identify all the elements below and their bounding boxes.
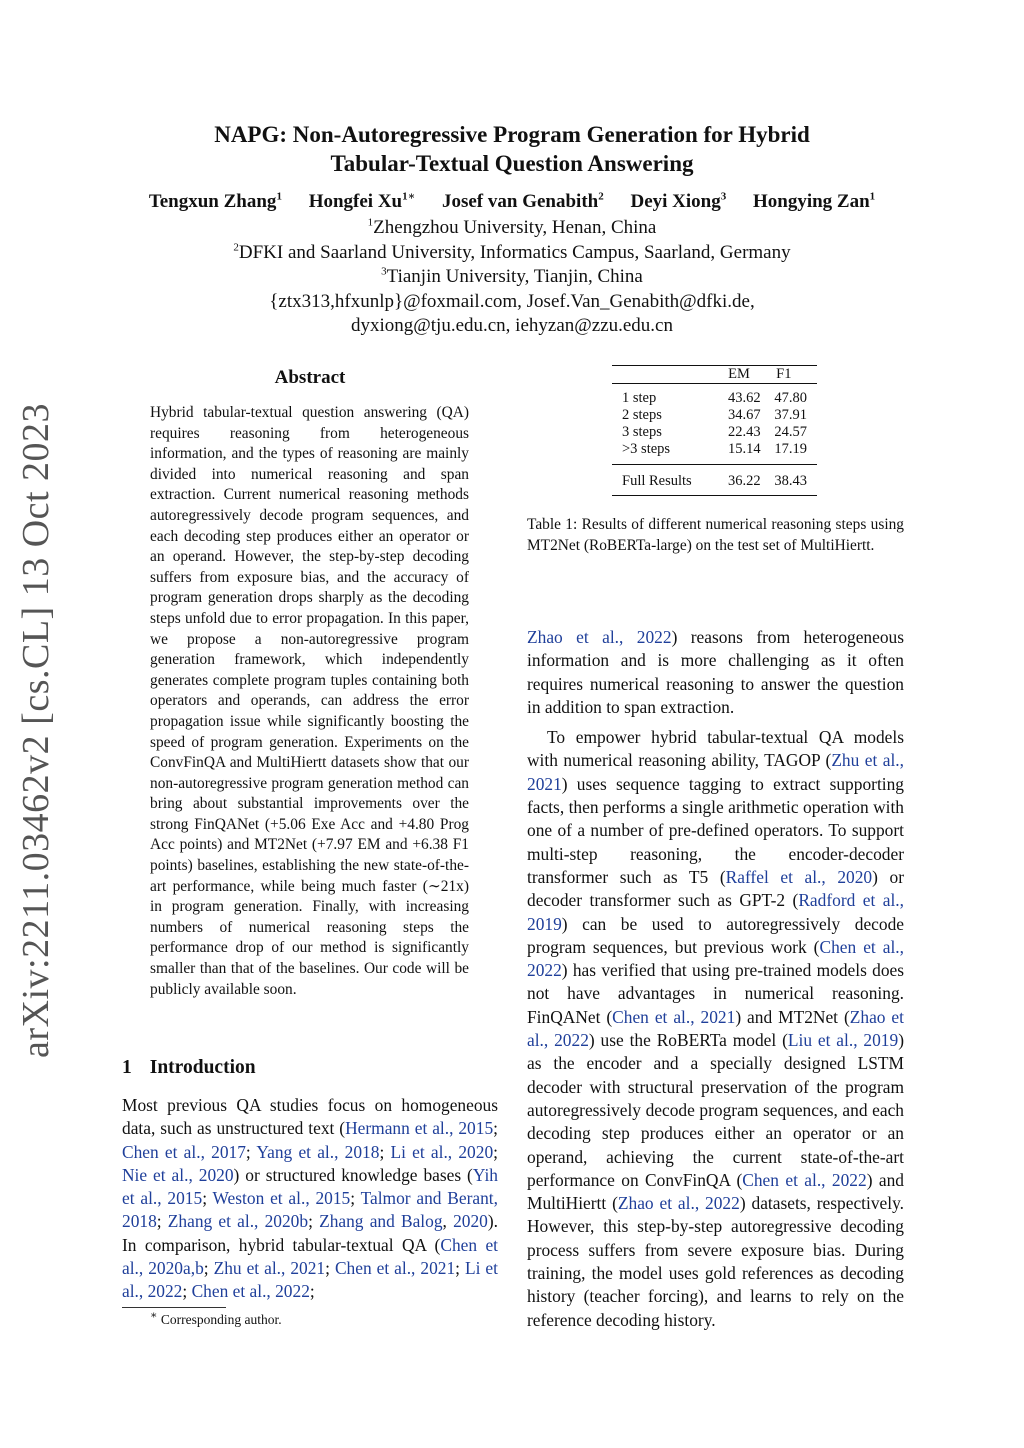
abstract-body: Hybrid tabular-textual question answering (QA) requires reasoning from heterogeneous information, and the types of reasoning are mainly divided into numerical reasoning and span extraction. Current numerical reasoning methods autoregressively decode program sequences, and each decoding step produces either an operator or an operand. However, the step-by-step decoding suffers from exposure bias, and the accuracy of program generation drops sharply as the decoding steps unfold due to error propagation. In this paper, we propose a non-autoregressive program generation framework, which independently generates complete program tuples containing both operators and operands, can address the error propagation issue while significantly boosting the speed of program generation. Experiments on the ConvFinQA and MultiHiertt datasets show that our non-autoregressive program generation method can bring about substantial improvements over the strong FinQANet (+5.06 Exe Acc and +4.80 Prog Acc points) and MT2Net (+7.97 EM and +6.38 F1 points) baselines, establishing the new state-of-the-art performance, while being much faster (∼21x) in program generation. Finally, with increasing numbers of numerical reasoning steps the performance drop of our method is significantly smaller than that of the baselines. Our code will be publicly available soon.: [150, 404, 469, 998]
right-column-body: [527, 626, 904, 1332]
intro-paragraph: Most previous QA studies focus on homogeneous data, such as unstructured text (Hermann et al., 2015; Chen et al., 2017; Yang et al., 2018; Li et al., 2020; Nie et al., 2020) or structured knowledge bases (Yih et al., 2015; Weston et al., 2015; Talmor and Berant, 2018; Zhang et al., 2020b; Zhang and Balog, 2020). In comparison, hybrid tabular-textual QA (Chen et al., 2020a,b; Zhu et al., 2021; Chen et al., 2021; Li et al., 2022; Chen et al., 2022;: [122, 1095, 498, 1302]
table-row: 2 steps 34.67 37.91: [622, 407, 807, 423]
table-header-cell: F1: [776, 366, 792, 382]
citation-link[interactable]: Raffel et al., 2020: [725, 866, 873, 887]
citation-link[interactable]: Talmor and Berant, 2018: [122, 1188, 498, 1232]
paper-title: [0, 120, 1024, 178]
author: Josef van Genabith$^2$: [441, 190, 604, 212]
citation-link[interactable]: Chen et al., 2022: [742, 1169, 867, 1190]
title-line-2: Tabular-Textual Question Answering: [330, 151, 694, 176]
citation-link[interactable]: Chen et al., 2022: [527, 936, 904, 981]
affiliations: [0, 216, 1024, 339]
table-caption: Table 1: Results of different numerical reasoning steps using MT2Net (RoBERTa-large) on the test set of MultiHiertt.: [527, 516, 904, 554]
citation-link[interactable]: Radford et al., 2019: [527, 890, 904, 934]
table-header-row: [612, 366, 817, 384]
author-list: [0, 190, 1024, 214]
affiliation: $^3$Tianjin University, Tianjin, China: [381, 265, 643, 287]
paragraph: To empower hybrid tabular-textual QA models with numerical reasoning ability, TAGOP (Zhu et al., 2021) uses sequence tagging to extract supporting facts, then performs a single arithmetic operation with one of a number of pre-defined operators. To support multi-step reasoning, the encoder-decoder transformer such as T5 (Raffel et al., 2020) or decoder transformer such as GPT-2 (Radford et al., 2019) can be used to autoregressively decode program sequences, but previous work (Chen et al., 2022) has verified that using pre-trained models does not have advantages in numerical reasoning. FinQANet (Chen et al., 2021) and MT2Net (Zhao et al., 2022) use the RoBERTa model (Liu et al., 2019) as the encoder and a specially designed LSTM decoder with structural preservation of the program autoregressively decode program sequences, and each decoding step produces either an operator or an operand, achieving the current state-of-the-art performance on ConvFinQA (Chen et al., 2022) and MultiHiertt (Zhao et al., 2022) datasets, respectively. However, this step-by-step autoregressive decoding process suffers from severe exposure bias. During training, the model uses gold references as decoding history (teacher forcing), and learns to rely on the reference decoding history.: [527, 727, 904, 1330]
table-header-cell: EM: [728, 366, 750, 382]
citation-link[interactable]: Liu et al., 2019: [787, 1030, 899, 1051]
citation-link[interactable]: Zhang et al., 2020b: [167, 1211, 309, 1232]
section-title: Introduction: [149, 1057, 256, 1078]
citation-link[interactable]: 2020: [453, 1211, 488, 1232]
citation-link[interactable]: Weston et al., 2015: [212, 1188, 351, 1209]
table-total-row: Full Results 36.22 38.43: [612, 465, 817, 496]
section-heading: [122, 1057, 256, 1079]
citation-link[interactable]: Hermann et al., 2015: [345, 1118, 494, 1139]
affiliation: $^2$DFKI and Saarland University, Informatics Campus, Saarland, Germany: [233, 241, 791, 263]
citation-link[interactable]: Yih et al., 2015: [122, 1164, 498, 1209]
email-line[interactable]: {ztx313,hfxunlp}@foxmail.com, Josef.Van_Genabith@dfki.de,: [269, 290, 755, 312]
citation-link[interactable]: Zhao et al., 2022: [617, 1193, 740, 1214]
arxiv-stamp: arXiv:2211.03462v2 [cs.CL] 13 Oct 2023: [15, 402, 57, 1058]
citation-link[interactable]: Li et al., 2020: [390, 1141, 494, 1162]
title-line-1: NAPG: Non-Autoregressive Program Generation for Hybrid: [214, 122, 810, 147]
citation-link[interactable]: Zhu et al., 2021: [527, 750, 904, 794]
citation-link[interactable]: Zhao et al., 2022: [527, 1006, 904, 1051]
table-row: >3 steps 15.14 17.19: [622, 441, 807, 457]
citation-link[interactable]: Zhao et al., 2022: [527, 627, 672, 647]
citation-link[interactable]: Zhang and Balog: [319, 1211, 443, 1232]
results-table: [612, 365, 817, 496]
footnote-rule: [122, 1307, 226, 1308]
citation-link[interactable]: Zhu et al., 2021: [213, 1258, 326, 1279]
paragraph: Zhao et al., 2022) reasons from heterogeneous information and is more challenging as it often requires numerical reasoning to answer the question in addition to span extraction.: [527, 627, 904, 717]
section-number: 1: [122, 1057, 132, 1078]
author: Hongfei $Xu^{1∗}$: [308, 190, 416, 212]
citation-link[interactable]: Chen et al., 2021: [612, 1006, 736, 1027]
author: Tengxun Zhang$^1$: [148, 190, 282, 212]
author: Deyi Xiong$^3$: [630, 190, 727, 212]
author: Hongying Zan$^1$: [752, 190, 876, 212]
email-line[interactable]: dyxiong@tju.edu.cn, iehyzan@zzu.edu.cn: [350, 315, 673, 336]
abstract-heading: Abstract: [274, 367, 346, 388]
affiliation: $^1$Zhengzhou University, Henan, China: [367, 216, 657, 238]
citation-link[interactable]: Chen et al., 2022: [191, 1281, 310, 1302]
citation-link[interactable]: Chen et al., 2017: [122, 1141, 246, 1162]
citation-link[interactable]: Chen et al., 2021: [334, 1258, 456, 1279]
citation-link[interactable]: Li et al., 2022: [122, 1258, 498, 1302]
citation-link[interactable]: Nie et al., 2020: [122, 1164, 234, 1185]
table-row: 3 steps 22.43 24.57: [622, 424, 807, 440]
table-row: 1 step 43.62 47.80: [612, 384, 817, 408]
citation-link[interactable]: Chen et al., 2020a,b: [122, 1234, 498, 1279]
citation-link[interactable]: Yang et al., 2018: [256, 1141, 380, 1162]
footnote: ∗ Corresponding author.: [150, 1309, 282, 1327]
